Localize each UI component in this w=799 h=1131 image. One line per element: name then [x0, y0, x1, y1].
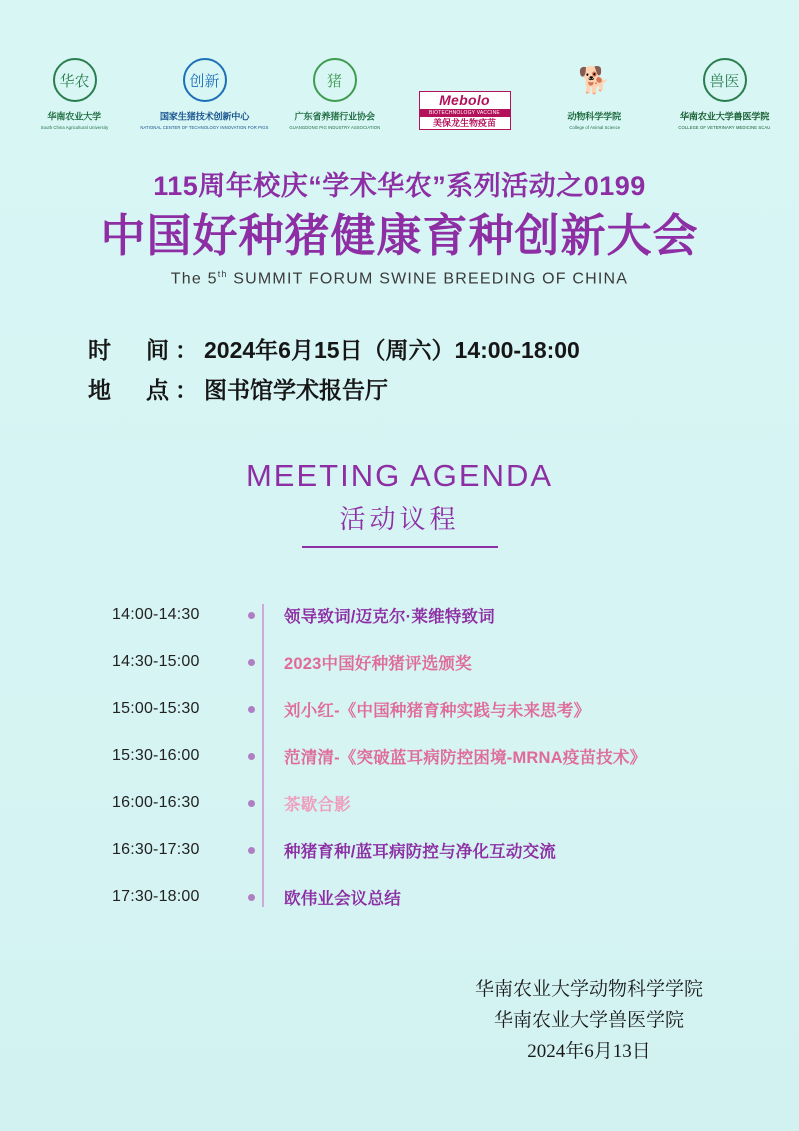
footer-org-veterinary: 华南农业大学兽医学院 — [493, 1010, 684, 1031]
agenda-row — [112, 733, 799, 780]
agenda-description: 领导致词/迈克尔·莱维特致词 — [284, 608, 495, 627]
agenda-time: 17:30-18:00 — [112, 888, 200, 906]
agenda-row — [112, 592, 799, 639]
logo-south-china-agricultural-university — [23, 55, 127, 130]
logo-en-label: NATIONAL CENTER OF TECHNOLOGY INNOVATION FOR PIGS — [140, 125, 269, 130]
event-meta — [88, 330, 799, 410]
agenda-time: 16:00-16:30 — [112, 794, 200, 812]
timeline-dot-icon — [240, 894, 262, 901]
agenda-row — [112, 639, 799, 686]
timeline-dot-icon — [240, 612, 262, 619]
footer-org-animal-science: 华南农业大学动物科学学院 — [474, 979, 703, 1000]
logo-en-label: GUANGDONG PIG INDUSTRY ASSOCIATION — [289, 125, 380, 130]
english-subtitle — [0, 269, 799, 288]
event-time-row — [88, 330, 799, 370]
event-place-row — [88, 370, 799, 410]
university-seal-icon: 华农 — [53, 55, 97, 105]
timeline-dot-icon — [240, 706, 262, 713]
page-title: 中国好种猪健康育种创新大会 — [100, 210, 699, 261]
footer-date: 2024年6月13日 — [527, 1041, 651, 1062]
logo-cn-label: 国家生猪技术创新中心 — [159, 112, 250, 123]
footer-signature — [475, 974, 703, 1067]
timeline-dot-icon — [240, 847, 262, 854]
agenda-heading-divider — [302, 546, 498, 548]
logo-cn-label: 广东省养猪行业协会 — [294, 112, 375, 123]
mebolo-logo-icon — [419, 91, 511, 130]
agenda-description: 种猪育种/蓝耳病防控与净化互动交流 — [284, 843, 556, 862]
agenda-heading — [0, 458, 799, 548]
animal-science-icon: 🐕 — [578, 64, 611, 95]
logo-en-label: College of Animal Science — [569, 125, 620, 130]
agenda-row — [112, 780, 799, 827]
agenda-row — [112, 686, 799, 733]
event-place-value: 图书馆学术报告厅 — [204, 377, 388, 404]
agenda-time: 15:00-15:30 — [112, 700, 200, 718]
agenda-row — [112, 874, 799, 921]
veterinary-college-icon: 兽医 — [703, 55, 747, 105]
english-subtitle-prefix: The 5 — [170, 270, 218, 288]
pig-association-icon: 猪 — [313, 55, 357, 105]
event-place-label: 地 点： — [88, 377, 204, 404]
logo-national-center-technology-innovation-pigs — [140, 55, 269, 130]
logo-mebolo-biotechnology-vaccine — [413, 91, 517, 130]
title-block — [0, 164, 799, 288]
agenda-row — [112, 827, 799, 874]
event-time-label: 时 间： — [88, 337, 204, 364]
agenda-schedule — [0, 592, 799, 921]
agenda-description: 茶歇合影 — [284, 796, 351, 815]
logo-college-of-veterinary-medicine — [673, 55, 777, 130]
logo-cn-label: 动物科学学院 — [567, 112, 622, 123]
mebolo-brand-label: Mebolo — [420, 92, 510, 109]
mebolo-cn-label: 美保龙生物疫苗 — [432, 118, 496, 128]
agenda-time: 15:30-16:00 — [112, 747, 200, 765]
sponsor-logo-strip — [0, 0, 799, 130]
english-subtitle-suffix: SUMMIT FORUM SWINE BREEDING OF CHINA — [227, 270, 629, 288]
logo-college-of-animal-science — [543, 55, 647, 130]
logo-guangdong-pig-industry-association — [283, 55, 387, 130]
mebolo-en-label: BIOTECHNOLOGY VACCINE — [420, 109, 510, 117]
agenda-description: 刘小红-《中国种猪育种实践与未来思考》 — [284, 702, 591, 721]
agenda-time: 14:30-15:00 — [112, 653, 200, 671]
agenda-description: 范清清-《突破蓝耳病防控困境-MRNA疫苗技术》 — [284, 749, 647, 768]
timeline-dot-icon — [240, 659, 262, 666]
logo-en-label: COLLEGE OF VETERINARY MEDICINE SCAU — [678, 125, 771, 130]
agenda-heading-en: MEETING AGENDA — [245, 458, 554, 494]
agenda-heading-cn: 活动议程 — [339, 504, 460, 535]
english-subtitle-ordinal: th — [217, 269, 228, 279]
logo-cn-label: 华南农业大学 — [47, 112, 102, 123]
agenda-description: 2023中国好种猪评选颁奖 — [284, 655, 472, 674]
event-series-title: 115周年校庆“学术华农”系列活动之0199 — [153, 171, 646, 201]
timeline-dot-icon — [240, 800, 262, 807]
innovation-center-seal-icon: 创新 — [183, 55, 227, 105]
agenda-time: 14:00-14:30 — [112, 606, 200, 624]
event-time-value: 2024年6月15日（周六）14:00-18:00 — [204, 337, 580, 364]
logo-cn-label: 华南农业大学兽医学院 — [679, 112, 770, 123]
logo-en-label: South China Agricultural University — [40, 125, 109, 130]
agenda-time: 16:30-17:30 — [112, 841, 200, 859]
agenda-description: 欧伟业会议总结 — [284, 890, 401, 909]
timeline-dot-icon — [240, 753, 262, 760]
